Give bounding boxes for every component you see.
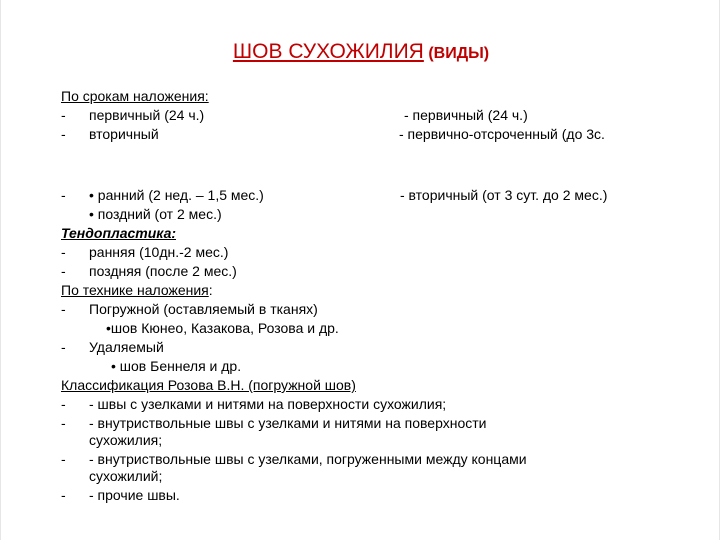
- delayed-primary-right: - первично-отсроченный (до 3с.: [399, 126, 605, 142]
- technique-submerged: Погружной (оставляемый в тканях): [89, 301, 318, 317]
- dash: -: [61, 451, 66, 467]
- dash: -: [61, 339, 66, 355]
- heading-by-technique-text: По технике наложения: [61, 282, 209, 298]
- technique-removable: Удаляемый: [89, 339, 164, 355]
- dash: -: [61, 301, 66, 317]
- secondary-left: вторичный: [89, 126, 159, 142]
- dash: -: [61, 107, 66, 123]
- rozov-item-4: - прочие швы.: [89, 487, 180, 503]
- late-secondary: • поздний (от 2 мес.): [89, 206, 222, 222]
- dash: -: [61, 396, 66, 412]
- heading-by-time: По срокам наложения:: [61, 88, 209, 104]
- rozov-item-3: - внутриствольные швы с узелками, погруженными между концами: [89, 451, 527, 467]
- secondary-right: - вторичный (от 3 сут. до 2 мес.): [400, 187, 608, 203]
- technique-submerged-examples: •шов Кюнео, Казакова, Розова и др.: [106, 320, 339, 336]
- page-title: [1, 40, 720, 64]
- dash: -: [61, 187, 66, 203]
- tendoplasty-late: поздняя (после 2 мес.): [89, 263, 237, 279]
- dash: -: [61, 487, 66, 503]
- tendoplasty-early: ранняя (10дн.-2 мес.): [89, 244, 229, 260]
- early-secondary: • ранний (2 нед. – 1,5 мес.): [89, 187, 264, 203]
- heading-by-technique: [61, 282, 213, 299]
- primary-left: первичный (24 ч.): [89, 107, 205, 123]
- heading-colon: :: [208, 282, 213, 298]
- rozov-item-3-cont: сухожилий;: [89, 468, 163, 484]
- rozov-item-2-cont: сухожилия;: [89, 432, 163, 448]
- dash: -: [61, 415, 66, 431]
- dash: -: [61, 244, 66, 260]
- technique-removable-examples: • шов Беннеля и др.: [111, 358, 242, 374]
- dash: -: [61, 263, 66, 279]
- heading-rozov: Классификация Розова В.Н. (погружной шов): [61, 377, 356, 393]
- rozov-item-2: - внутриствольные швы с узелками и нитями на поверхности: [89, 415, 487, 431]
- primary-right: - первичный (24 ч.): [404, 107, 528, 123]
- dash: -: [61, 126, 66, 142]
- title-sub: (ВИДЫ): [428, 45, 490, 62]
- heading-tendoplasty: Тендопластика:: [61, 225, 177, 241]
- rozov-item-1: - швы с узелками и нитями на поверхности сухожилия;: [89, 396, 447, 412]
- title-main: ШОВ СУХОЖИЛИЯ: [232, 40, 424, 63]
